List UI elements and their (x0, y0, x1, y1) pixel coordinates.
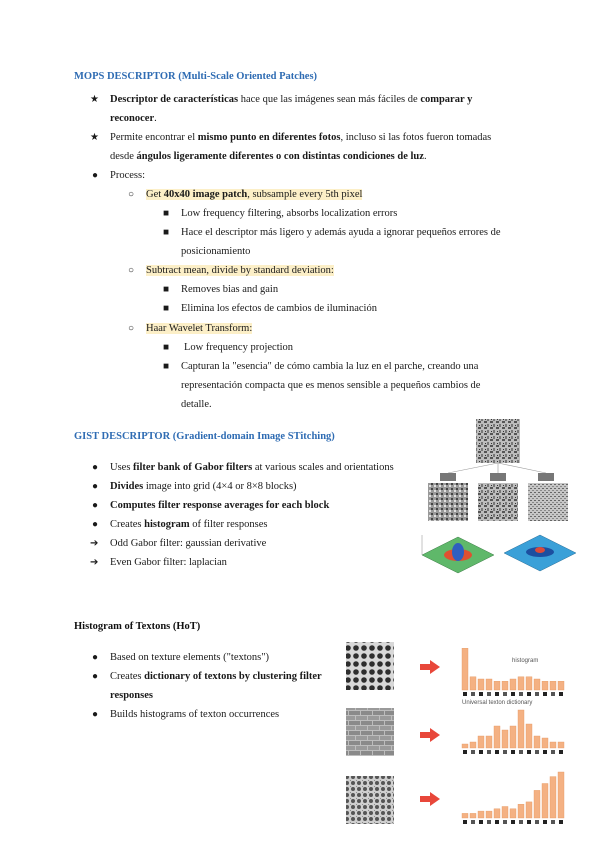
texton-icon (535, 750, 539, 754)
histogram-bar (526, 677, 532, 690)
texton-icon (487, 750, 491, 754)
star-bullet-icon: ★ (90, 94, 99, 105)
texton-dictionary-label: Universal texton dictionary (462, 700, 533, 706)
texton-icon (479, 750, 483, 754)
texton-icon (503, 750, 507, 754)
texton-icon (519, 750, 523, 754)
mops-sub-3-item: Low frequency projection (184, 342, 294, 353)
hot-item-cont: responses (110, 690, 153, 701)
histogram-bar (526, 802, 532, 818)
texton-icon (535, 820, 539, 824)
texton-icon (495, 820, 499, 824)
dot-bullet-icon: ● (92, 652, 99, 663)
even-gabor-surface-plot (504, 535, 576, 571)
mops-sub-1-item: Hace el descriptor más ligero y además ayuda a ignorar pequeños errores de (181, 227, 501, 238)
textons-histogram-figure (344, 636, 570, 832)
texton-icon (543, 820, 547, 824)
mops-item-2-cont: desde ángulos ligeramente diferentes o con distintas condiciones de luz. (110, 151, 427, 162)
mops-sub-1-item-cont: posicionamiento (181, 246, 251, 257)
square-bullet-icon: ■ (163, 284, 170, 295)
histogram-bar (518, 804, 524, 818)
square-bullet-icon: ■ (163, 227, 170, 238)
histogram-bar (494, 726, 500, 748)
histogram-bar (510, 726, 516, 748)
histogram-bar (470, 742, 476, 748)
histogram-bar (478, 811, 484, 818)
histogram-bar (486, 679, 492, 690)
gabor-response-image (478, 483, 518, 521)
red-arrow-icon (420, 728, 440, 742)
histogram-bar (558, 742, 564, 748)
histogram-bar (518, 677, 524, 690)
histogram-bar (478, 736, 484, 748)
histogram-bar (478, 679, 484, 690)
red-arrow-icon (420, 792, 440, 806)
dot-bullet-icon: ● (92, 170, 99, 181)
mops-title: MOPS DESCRIPTOR (Multi-Scale Oriented Patches) (74, 71, 318, 82)
texton-icon (471, 692, 475, 696)
texton-icon (487, 820, 491, 824)
histogram-bar (558, 772, 564, 818)
histogram-bar (526, 724, 532, 748)
texton-icon (479, 692, 483, 696)
histogram-bar (534, 736, 540, 748)
star-bullet-icon: ★ (90, 132, 99, 143)
texture-image-weave (346, 776, 394, 824)
mops-sub-3-item: Capturan la "esencia" de cómo cambia la luz en el parche, creando una (181, 361, 479, 372)
gist-source-image (476, 419, 520, 463)
texton-icon (503, 692, 507, 696)
circle-bullet-icon: ○ (128, 265, 135, 276)
texton-icon (551, 692, 555, 696)
texton-icon (487, 692, 491, 696)
histogram-bar (494, 681, 500, 690)
histogram-bar (518, 710, 524, 748)
texture-image-bricks (346, 708, 394, 756)
texton-icon (551, 750, 555, 754)
texton-icon (519, 820, 523, 824)
histogram-bar (462, 648, 468, 690)
dot-bullet-icon: ● (92, 462, 99, 473)
texton-histogram-3 (462, 772, 564, 824)
histogram-bar (502, 681, 508, 690)
texton-histogram-1 (462, 648, 564, 696)
histogram-bar (558, 681, 564, 690)
texton-icon (527, 750, 531, 754)
histogram-bar (550, 681, 556, 690)
arrow-bullet-icon: ➔ (90, 538, 99, 549)
mops-sub-2: Subtract mean, divide by standard deviation: (146, 265, 334, 276)
dot-bullet-icon: ● (92, 709, 99, 720)
gist-item: Creates histogram of filter responses (110, 519, 268, 530)
texton-icon (463, 750, 467, 754)
texton-icon (479, 820, 483, 824)
texton-icon (527, 820, 531, 824)
gist-item: Uses filter bank of Gabor filters at various scales and orientations (110, 462, 394, 473)
histogram-bar (470, 677, 476, 690)
mops-sub-3-item-cont: detalle. (181, 399, 212, 410)
texton-icon (511, 820, 515, 824)
histogram-bar (486, 736, 492, 748)
texton-icon (463, 820, 467, 824)
gist-item: Odd Gabor filter: gaussian derivative (110, 538, 267, 549)
texton-icon (511, 692, 515, 696)
dot-bullet-icon: ● (92, 481, 99, 492)
mops-sub-3: Haar Wavelet Transform: (146, 323, 253, 334)
mops-sub-2-item: Elimina los efectos de cambios de iluminación (181, 303, 377, 314)
texton-icon (471, 820, 475, 824)
square-bullet-icon: ■ (163, 361, 170, 372)
texture-image-dots (346, 642, 394, 690)
odd-gabor-surface-plot (422, 535, 494, 573)
texton-icon (543, 692, 547, 696)
gabor-response-image (528, 483, 568, 521)
hot-item: Builds histograms of texton occurrences (110, 709, 280, 720)
hot-item: Creates dictionary of textons by clustering filter (110, 671, 322, 682)
gist-item: Divides image into grid (4×4 or 8×8 blocks) (110, 481, 297, 492)
texton-icon (519, 692, 523, 696)
histogram-bar (542, 784, 548, 819)
histogram-bar (510, 679, 516, 690)
histogram-bar (550, 742, 556, 748)
texton-icon (559, 692, 563, 696)
histogram-bar (486, 811, 492, 818)
square-bullet-icon: ■ (163, 342, 170, 353)
texton-icon (551, 820, 555, 824)
texton-icon (535, 692, 539, 696)
histogram-bar (550, 777, 556, 818)
gabor-response-image (428, 483, 468, 521)
histogram-bar (542, 738, 548, 748)
circle-bullet-icon: ○ (128, 189, 135, 200)
texton-icon (463, 692, 467, 696)
texton-icon (527, 692, 531, 696)
mops-item-2: Permite encontrar el mismo punto en diferentes fotos, incluso si las fotos fueron tomadas (110, 132, 492, 143)
arrow-bullet-icon: ➔ (90, 557, 99, 568)
texton-icon (495, 692, 499, 696)
gist-gabor-figure (418, 415, 578, 585)
circle-bullet-icon: ○ (128, 323, 135, 334)
histogram-bar (502, 807, 508, 819)
histogram-bar (494, 809, 500, 818)
histogram-bar (502, 730, 508, 748)
histogram-bar (534, 679, 540, 690)
dot-bullet-icon: ● (92, 671, 99, 682)
square-bullet-icon: ■ (163, 208, 170, 219)
gist-item: Even Gabor filter: laplacian (110, 557, 227, 568)
texton-icon (495, 750, 499, 754)
texton-histogram-2 (462, 710, 564, 754)
texton-icon (559, 820, 563, 824)
mops-item-1-cont: reconocer. (110, 113, 157, 124)
mops-sub-3-item-cont: representación compacta que es menos sensible a pequeños cambios de (181, 380, 481, 391)
texton-icon (471, 750, 475, 754)
histogram-bar (542, 681, 548, 690)
texton-icon (559, 750, 563, 754)
mops-sub-1: Get 40x40 image patch, subsample every 5th pixel (146, 189, 363, 200)
histogram-bar (470, 813, 476, 818)
red-arrow-icon (420, 660, 440, 674)
square-bullet-icon: ■ (163, 303, 170, 314)
histogram-bar (462, 744, 468, 748)
gist-item: Computes filter response averages for each block (110, 500, 330, 511)
mops-sub-2-item: Removes bias and gain (181, 284, 279, 295)
mops-item-1: Descriptor de características hace que las imágenes sean más fáciles de comparar y (110, 94, 473, 105)
histogram-bar (534, 790, 540, 818)
hot-title: Histogram of Textons (HoT) (74, 621, 201, 632)
texton-icon (543, 750, 547, 754)
dot-bullet-icon: ● (92, 500, 99, 511)
hot-item: Based on texture elements ("textons") (110, 652, 270, 663)
gist-title: GIST DESCRIPTOR (Gradient-domain Image STitching) (74, 431, 335, 442)
mops-sub-1-item: Low frequency filtering, absorbs localization errors (181, 208, 398, 219)
dot-bullet-icon: ● (92, 519, 99, 530)
texton-icon (511, 750, 515, 754)
histogram-bar (462, 813, 468, 818)
histogram-label: histogram (512, 658, 539, 664)
histogram-bar (510, 809, 516, 818)
process-label: Process: (110, 170, 145, 181)
texton-icon (503, 820, 507, 824)
